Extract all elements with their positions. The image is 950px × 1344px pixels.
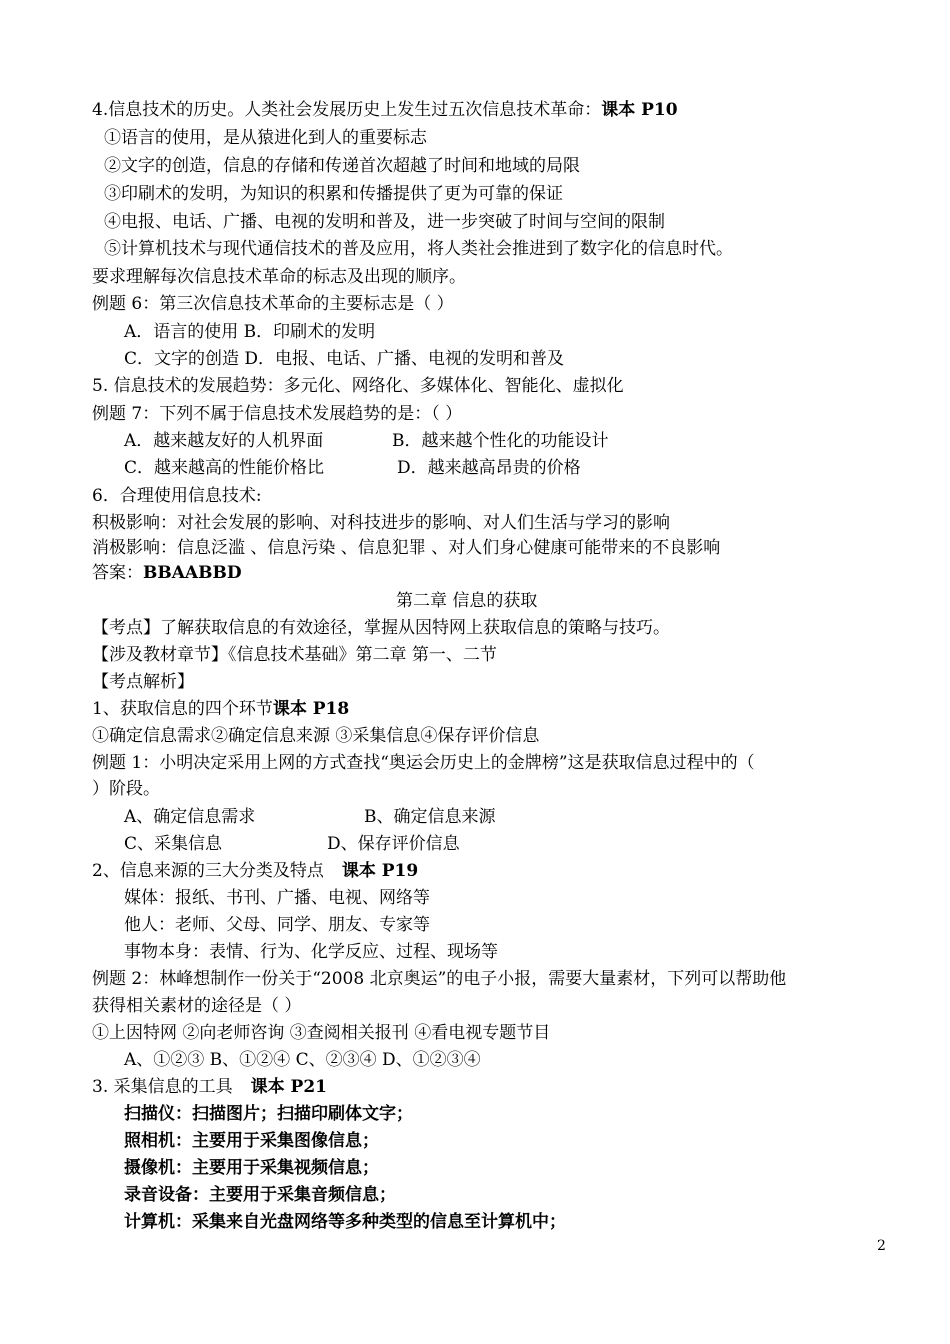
- sec4-note: 要求理解每次信息技术革命的标志及出现的顺序。: [92, 267, 466, 287]
- textbook-section: 【涉及教材章节】《信息技术基础》第二章 第一、二节: [92, 645, 497, 665]
- part3-heading-text: 3. 采集信息的工具: [92, 1077, 233, 1097]
- revolution-item-1: ①语言的使用，是从猿进化到人的重要标志: [104, 128, 427, 148]
- tool-camera: 照相机：主要用于采集图像信息；: [124, 1131, 379, 1151]
- example6-options-2: C．文字的创造 D．电报、电话、广播、电视的发明和普及: [124, 349, 565, 369]
- example2-ways: ①上因特网 ②向老师咨询 ③查阅相关报刊 ④看电视专题节目: [92, 1023, 551, 1043]
- sec4-heading-text: 4.信息技术的历史。人类社会发展历史上发生过五次信息技术革命：: [92, 100, 602, 120]
- example2-question-line2: 获得相关素材的途径是（ ）: [92, 996, 302, 1016]
- revolution-item-2: ②文字的创造，信息的存储和传递首次超越了时间和地域的局限: [104, 156, 580, 176]
- part1-heading-text: 1、获取信息的四个环节: [92, 699, 273, 719]
- tool-scanner: 扫描仪：扫描图片；扫描印刷体文字；: [124, 1104, 413, 1124]
- sec6-heading: 6．合理使用信息技术:: [92, 486, 262, 506]
- tool-video-camera: 摄像机：主要用于采集视频信息；: [124, 1158, 379, 1178]
- example1-question-line2: ）阶段。: [92, 779, 160, 799]
- sec5-heading: 5. 信息技术的发展趋势：多元化、网络化、多媒体化、智能化、虚拟化: [92, 376, 624, 396]
- chapter2-title: 第二章 信息的获取: [396, 591, 538, 611]
- source-media: 媒体：报纸、书刊、广播、电视、网络等: [124, 888, 430, 908]
- revolution-item-5: ⑤计算机技术与现代通信技术的普及应用，将人类社会推进到了数字化的信息时代。: [104, 239, 733, 259]
- example2-options: A、①②③ B、①②④ C、②③④ D、①②③④: [124, 1050, 481, 1070]
- example7-option-a: A．越来越友好的人机界面: [124, 431, 324, 451]
- example7-option-d: D．越来越高昂贵的价格: [397, 458, 581, 478]
- tool-recorder: 录音设备：主要用于采集音频信息；: [124, 1185, 396, 1205]
- revolution-item-4: ④电报、电话、广播、电视的发明和普及，进一步突破了时间与空间的限制: [104, 212, 665, 232]
- example7-option-c: C．越来越高的性能价格比: [124, 458, 325, 478]
- answer-line: [92, 562, 242, 584]
- source-people: 他人：老师、父母、同学、朋友、专家等: [124, 915, 430, 935]
- source-things: 事物本身：表情、行为、化学反应、过程、现场等: [124, 942, 498, 962]
- example1-option-d: D、保存评价信息: [327, 834, 460, 854]
- revolution-item-3: ③印刷术的发明，为知识的积累和传播提供了更为可靠的保证: [104, 184, 563, 204]
- example6-options-1: A．语言的使用 B．印刷术的发明: [124, 322, 376, 342]
- exam-point: 【考点】了解获取信息的有效途径，掌握从因特网上获取信息的策略与技巧。: [92, 618, 670, 638]
- part2-heading: [92, 860, 418, 882]
- textbook-ref: 课本 P21: [250, 1077, 327, 1097]
- negative-impact: 消极影响：信息泛滥 、信息污染 、信息犯罪 、对人们身心健康可能带来的不良影响: [92, 538, 721, 558]
- page-number: 2: [877, 1238, 886, 1254]
- answer-value: BBAABBD: [143, 563, 242, 583]
- tool-computer: 计算机：采集来自光盘网络等多种类型的信息至计算机中；: [124, 1212, 566, 1232]
- example7-option-b: B．越来越个性化的功能设计: [392, 431, 609, 451]
- example1-option-a: A、确定信息需求: [124, 807, 256, 827]
- part1-steps: ①确定信息需求②确定信息来源 ③采集信息④保存评价信息: [92, 726, 540, 746]
- sec4-heading: [92, 99, 678, 121]
- answer-label: 答案：: [92, 563, 143, 583]
- example6-question: 例题 6：第三次信息技术革命的主要标志是（ ）: [92, 294, 454, 314]
- example1-option-c: C、采集信息: [124, 834, 223, 854]
- example1-option-b: B、确定信息来源: [364, 807, 496, 827]
- example7-question: 例题 7：下列不属于信息技术发展趋势的是：（ ）: [92, 404, 463, 424]
- textbook-ref: 课本 P18: [272, 699, 350, 719]
- positive-impact: 积极影响：对社会发展的影响、对科技进步的影响、对人们生活与学习的影响: [92, 513, 670, 533]
- part1-heading: [92, 698, 349, 720]
- analysis-heading: 【考点解析】: [92, 672, 194, 692]
- example2-question-line1: 例题 2：林峰想制作一份关于“2008 北京奥运”的电子小报，需要大量素材，下列可以帮助他: [92, 969, 787, 989]
- textbook-ref: 课本 P19: [341, 861, 419, 881]
- example1-question-line1: 例题 1：小明决定采用上网的方式查找“奥运会历史上的金牌榜”这是获取信息过程中的（: [92, 753, 755, 773]
- part3-heading: [92, 1076, 327, 1098]
- textbook-ref: 课本 P10: [601, 100, 678, 120]
- part2-heading-text: 2、信息来源的三大分类及特点: [92, 861, 324, 881]
